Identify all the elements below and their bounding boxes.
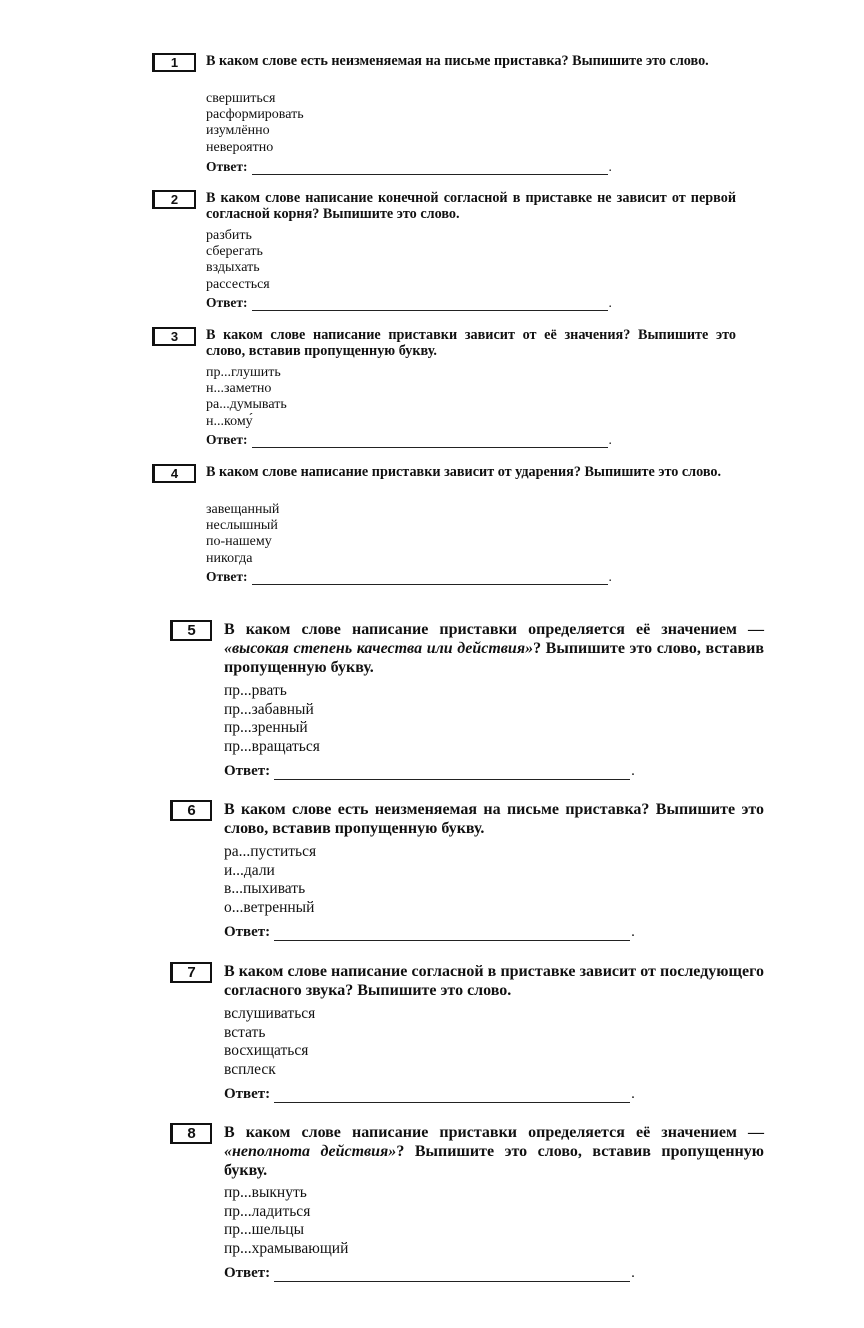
task-question — [206, 190, 736, 222]
answer-end: . — [608, 159, 612, 174]
answer-label: Ответ: — [224, 1086, 271, 1102]
option-item: разбить — [206, 228, 252, 243]
option-item: н...заметно — [206, 381, 272, 397]
option-item: свершиться — [206, 91, 276, 106]
question-emphasis: «высокая степень качества или действия» — [224, 640, 534, 657]
option-item: вздыхать — [206, 260, 260, 276]
question-text: В каком слове написание приставки определяется её значением — — [224, 1124, 764, 1141]
answer-row — [206, 569, 612, 585]
option-item: расформировать — [206, 107, 304, 123]
task-number-box: 2 — [152, 190, 196, 209]
answer-label: Ответ: — [206, 159, 248, 174]
task-number-box: 6 — [170, 800, 212, 821]
answer-input-line[interactable] — [274, 1267, 630, 1282]
answer-end: . — [631, 1265, 635, 1281]
option-item: вслушиваться — [224, 1005, 316, 1022]
task-2 — [152, 190, 752, 320]
question-text: ? Выпишите это слово, вставив пропущенную букву. — [224, 640, 764, 676]
question-text: В каком слове написание конечной согласной в приставке — [206, 190, 598, 206]
answer-label: Ответ: — [206, 569, 248, 584]
task-8 — [170, 1123, 790, 1293]
options-list — [206, 365, 287, 430]
option-item: пр...ладиться — [224, 1202, 311, 1220]
option-item: ра...думывать — [206, 397, 287, 413]
option-item: пр...глушить — [206, 365, 281, 380]
answer-end: . — [631, 1086, 635, 1102]
option-item: пр...рвать — [224, 682, 287, 699]
options-list — [206, 228, 270, 293]
answer-end: . — [631, 924, 635, 940]
option-item: в...пыхивать — [224, 880, 306, 897]
option-item: никогда — [206, 550, 253, 566]
task-number-box: 7 — [170, 962, 212, 983]
answer-end: . — [608, 432, 612, 447]
option-item: пр...выкнуть — [224, 1184, 307, 1201]
question-text: В каком слове написание приставки определяется её значением — — [224, 621, 764, 638]
option-item: завещанный — [206, 502, 280, 517]
question-emphasis: не зависит — [597, 190, 667, 206]
answer-input-line[interactable] — [252, 298, 608, 311]
option-item: и...дали — [224, 861, 275, 879]
option-item: пр...шельцы — [224, 1221, 304, 1238]
answer-label: Ответ: — [224, 924, 271, 940]
answer-end: . — [608, 569, 612, 584]
task-question — [224, 1123, 764, 1180]
answer-input-line[interactable] — [252, 162, 608, 175]
options-list — [224, 843, 316, 917]
option-item: неслышный — [206, 518, 278, 534]
task-question: В каком слове написание согласной в приставке зависит от последующего согласного звука? Выпишите это слово. — [224, 963, 764, 999]
option-item: всплеск — [224, 1060, 276, 1078]
answer-label: Ответ: — [224, 1265, 271, 1281]
answer-end: . — [608, 295, 612, 310]
task-number-box: 4 — [152, 464, 196, 483]
answer-input-line[interactable] — [274, 1088, 630, 1103]
task-question: В каком слове есть неизменяемая на письме приставка? Выпишите это слово. — [206, 53, 709, 69]
task-number-box: 5 — [170, 620, 212, 641]
task-question: В каком слове есть неизменяемая на письме приставка? Выпишите это слово, вставив пропущенную букву. — [224, 801, 764, 837]
answer-label: Ответ: — [206, 432, 248, 447]
option-item: ра...пуститься — [224, 843, 317, 860]
answer-input-line[interactable] — [252, 572, 608, 585]
options-list — [206, 502, 279, 567]
answer-row — [224, 1086, 635, 1103]
answer-row — [224, 924, 635, 941]
option-item: изумлённо — [206, 123, 270, 139]
answer-row — [206, 159, 612, 175]
task-question: В каком слове написание приставки зависит от ударения? Выпишите это слово. — [206, 464, 722, 480]
options-list — [206, 91, 304, 156]
option-item: рассесться — [206, 276, 270, 292]
task-7 — [170, 962, 790, 1112]
task-number-box: 1 — [152, 53, 196, 72]
option-item: по-нашему — [206, 534, 272, 550]
answer-row — [224, 1265, 635, 1282]
answer-input-line[interactable] — [252, 435, 608, 448]
answer-label: Ответ: — [224, 763, 271, 779]
task-5 — [170, 620, 790, 790]
answer-label: Ответ: — [206, 295, 248, 310]
option-item: восхищаться — [224, 1042, 309, 1059]
option-item: сберегать — [206, 244, 263, 260]
task-question: В каком слове написание приставки зависит от её значения? Выпишите это слово, вставив пропущенную букву. — [206, 327, 736, 359]
answer-row — [206, 295, 612, 311]
task-1 — [152, 53, 752, 183]
option-item: н...кому́ — [206, 413, 253, 429]
answer-row — [206, 432, 612, 448]
option-item: встать — [224, 1023, 266, 1041]
answer-input-line[interactable] — [274, 765, 630, 780]
option-item: пр...забавный — [224, 700, 314, 718]
answer-row — [224, 763, 635, 780]
question-emphasis: «неполнота действия» — [224, 1143, 397, 1160]
answer-input-line[interactable] — [274, 926, 630, 941]
task-question — [224, 620, 764, 677]
task-3 — [152, 327, 752, 457]
question-text: ? Выпишите это слово, вставив пропущенную букву. — [224, 1143, 765, 1179]
options-list — [224, 682, 320, 756]
options-list — [224, 1184, 348, 1258]
option-item: невероятно — [206, 139, 274, 155]
option-item: о...ветренный — [224, 898, 315, 916]
task-4 — [152, 464, 752, 594]
task-number-box: 8 — [170, 1123, 212, 1144]
answer-end: . — [631, 763, 635, 779]
option-item: пр...храмывающий — [224, 1239, 349, 1257]
option-item: пр...вращаться — [224, 737, 320, 755]
task-6 — [170, 800, 790, 950]
options-list — [224, 1005, 315, 1079]
task-number-box: 3 — [152, 327, 196, 346]
option-item: пр...зренный — [224, 719, 308, 736]
question-text: от первой согласной корня? Выпишите это слово. — [206, 190, 736, 222]
